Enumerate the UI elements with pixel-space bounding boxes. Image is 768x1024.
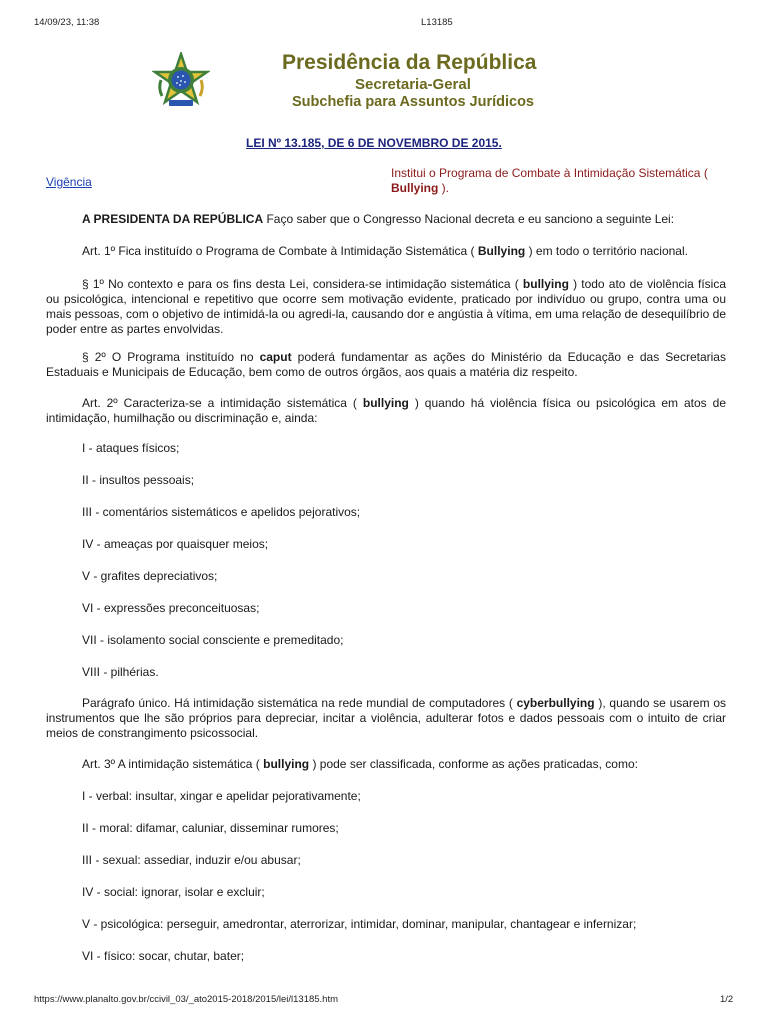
art3-item: IV - social: ignorar, isolar e excluir; xyxy=(82,885,265,899)
art1-paragraph: Art. 1º Fica instituído o Programa de Combate à Intimidação Sistemática ( Bullying ) em todo o território nacional. xyxy=(82,244,688,258)
art1-par2: § 2º O Programa instituído no caput poderá fundamentar as ações do Ministério da Educação e das Secretarias Estaduais e Municipais de Educação, bem como de outros órgãos, aos quais a matéria diz respeito. xyxy=(46,350,726,379)
art2-item: III - comentários sistemáticos e apelidos pejorativos; xyxy=(82,505,361,519)
art2-item: II - insultos pessoais; xyxy=(82,473,195,487)
art3-item: III - sexual: assediar, induzir e/ou abusar; xyxy=(82,853,301,867)
law-ementa: Institui o Programa de Combate à Intimidação Sistemática ( Bullying ). xyxy=(391,166,708,195)
print-datetime: 14/09/23, 11:38 xyxy=(34,17,100,28)
coat-of-arms-icon xyxy=(152,52,210,110)
header-dept: Secretaria-Geral xyxy=(355,76,471,93)
art3-item: II - moral: difamar, caluniar, disseminar rumores; xyxy=(82,821,339,835)
art2-item: I - ataques físicos; xyxy=(82,441,180,455)
art3-item: V - psicológica: perseguir, amedrontar, aterrorizar, intimidar, dominar, manipular, chantagear e infernizar; xyxy=(82,917,637,931)
art3-paragraph: Art. 3º A intimidação sistemática ( bullying ) pode ser classificada, conforme as ações praticadas, como: xyxy=(82,757,638,771)
print-doc-code: L13185 xyxy=(421,17,453,28)
intro-paragraph: A PRESIDENTA DA REPÚBLICA Faço saber que o Congresso Nacional decreta e eu sanciono a seguinte Lei: xyxy=(82,212,675,226)
header-sub: Subchefia para Assuntos Jurídicos xyxy=(292,94,534,110)
art1-par1: § 1º No contexto e para os fins desta Lei, considera-se intimidação sistemática ( bullying ) todo ato de violência física ou psicológica, intencional e repetitivo que ocorre sem motivação evidente, praticado por indivíduo ou grupo, contra uma ou mais pessoas, com o objetivo de intimidá-la ou agredi-la, causando dor e angústia à vítima, em uma relação de desequilíbrio de poder entre as partes envolvidas. xyxy=(46,277,726,336)
header-org: Presidência da República xyxy=(282,51,537,74)
law-title-link[interactable]: LEI Nº 13.185, DE 6 DE NOVEMBRO DE 2015. xyxy=(246,136,502,150)
art2-item: IV - ameaças por quaisquer meios; xyxy=(82,537,269,551)
art2-item: V - grafites depreciativos; xyxy=(82,569,218,583)
art3-item: VI - físico: socar, chutar, bater; xyxy=(82,949,245,963)
vigencia-link[interactable]: Vigência xyxy=(46,175,92,189)
print-url: https://www.planalto.gov.br/ccivil_03/_ato2015-2018/2015/lei/l13185.htm xyxy=(34,994,339,1005)
art2-item: VII - isolamento social consciente e premeditado; xyxy=(82,633,344,647)
print-page-number: 1/2 xyxy=(720,994,734,1005)
art2-sole-paragraph: Parágrafo único. Há intimidação sistemática na rede mundial de computadores ( cyberbullying ), quando se usarem os instrumentos que lhe são próprios para depreciar, incitar a violência, adulterar fotos e dados pessoais com o intuito de criar meios de constrangimento psicossocial. xyxy=(46,696,726,740)
art2-item: VIII - pilhérias. xyxy=(82,665,159,679)
art2-paragraph: Art. 2º Caracteriza-se a intimidação sistemática ( bullying ) quando há violência física ou psicológica em atos de intimidação, humilhação ou discriminação e, ainda: xyxy=(46,396,726,425)
art2-item: VI - expressões preconceituosas; xyxy=(82,601,260,615)
art3-item: I - verbal: insultar, xingar e apelidar pejorativamente; xyxy=(82,789,361,803)
